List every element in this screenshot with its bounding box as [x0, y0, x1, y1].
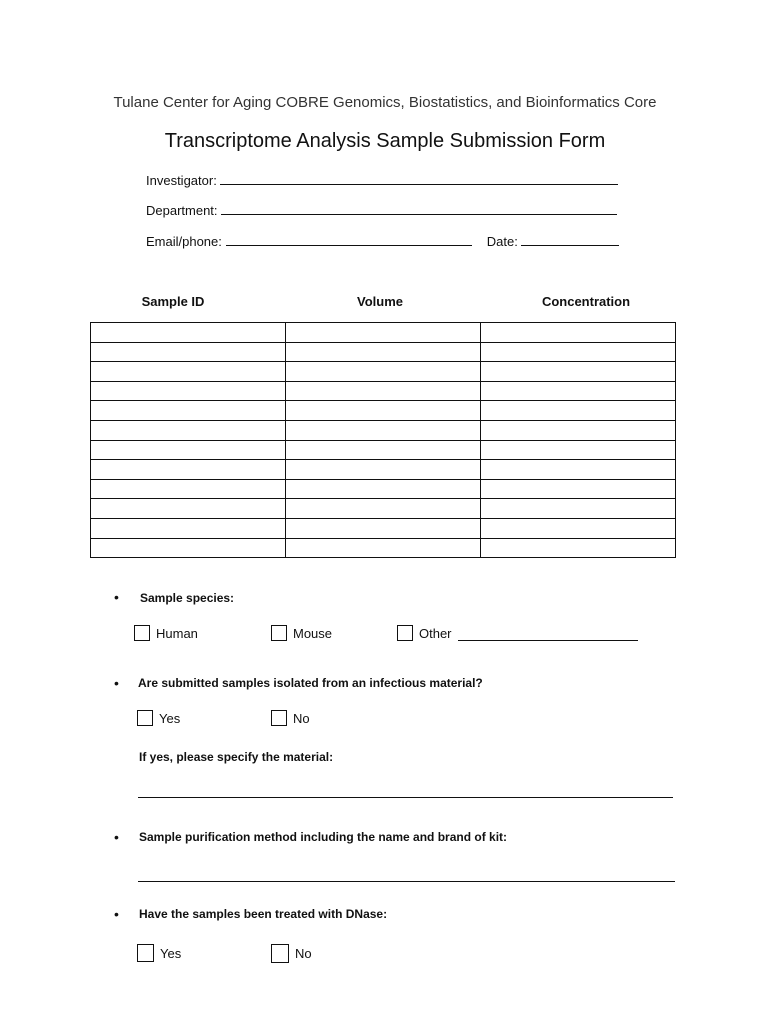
date-label: Date: [486, 234, 518, 249]
concentration-cell[interactable] [481, 440, 676, 460]
volume-cell[interactable] [286, 381, 481, 401]
bullet: • [114, 589, 119, 605]
sample-id-cell[interactable] [91, 460, 286, 480]
table-row [91, 323, 676, 343]
volume-cell[interactable] [286, 479, 481, 499]
concentration-cell[interactable] [481, 460, 676, 480]
concentration-cell[interactable] [481, 479, 676, 499]
volume-cell[interactable] [286, 323, 481, 343]
dnase-yes-checkbox[interactable] [137, 944, 154, 962]
infectious-no-checkbox[interactable] [271, 710, 287, 726]
concentration-cell[interactable] [481, 323, 676, 343]
human-checkbox[interactable] [134, 625, 150, 641]
sample-table [90, 322, 676, 558]
mouse-checkbox[interactable] [271, 625, 287, 641]
volume-cell[interactable] [286, 420, 481, 440]
bullet: • [114, 675, 119, 691]
other-checkbox[interactable] [397, 625, 413, 641]
sample-id-cell[interactable] [91, 401, 286, 421]
table-row [91, 518, 676, 538]
mouse-label: Mouse [293, 625, 333, 641]
infectious-material-field[interactable] [138, 797, 673, 798]
table-row [91, 460, 676, 480]
volume-cell[interactable] [286, 499, 481, 519]
infectious-question: Are submitted samples isolated from an infectious material? [138, 676, 483, 690]
volume-cell[interactable] [286, 440, 481, 460]
table-row [91, 420, 676, 440]
species-question: Sample species: [140, 591, 235, 605]
email-phone-label: Email/phone: [146, 234, 222, 249]
dnase-no-label: No [295, 946, 312, 961]
department-field[interactable] [221, 201, 617, 215]
sample-id-cell[interactable] [91, 479, 286, 499]
concentration-cell[interactable] [481, 362, 676, 382]
form-title: Transcriptome Analysis Sample Submission Form [164, 130, 606, 152]
table-row [91, 440, 676, 460]
concentration-cell[interactable] [481, 538, 676, 558]
investigator-row [146, 171, 618, 188]
concentration-cell[interactable] [481, 420, 676, 440]
institution-subtitle: Tulane Center for Aging COBRE Genomics, Biostatistics, and Bioinformatics Core [113, 94, 657, 111]
dnase-option-no[interactable] [271, 944, 312, 963]
volume-cell[interactable] [286, 342, 481, 362]
email-phone-field[interactable] [226, 232, 472, 246]
human-label: Human [156, 625, 198, 641]
infectious-option-no[interactable] [271, 710, 310, 726]
dnase-option-yes[interactable] [137, 944, 181, 962]
column-header-volume: Volume [357, 294, 403, 309]
sample-id-cell[interactable] [91, 342, 286, 362]
table-row [91, 401, 676, 421]
column-header-sample-id: Sample ID [141, 294, 205, 309]
department-row [146, 201, 617, 218]
table-row [91, 342, 676, 362]
infectious-no-label: No [293, 710, 310, 726]
purification-method-field[interactable] [138, 881, 675, 882]
other-label: Other [419, 625, 452, 641]
column-header-concentration: Concentration [541, 294, 631, 309]
sample-id-cell[interactable] [91, 538, 286, 558]
purification-question: Sample purification method including the name and brand of kit: [139, 830, 508, 844]
species-option-mouse[interactable] [271, 625, 332, 641]
dnase-question: Have the samples been treated with DNase: [139, 907, 388, 921]
sample-id-cell[interactable] [91, 323, 286, 343]
infectious-yes-checkbox[interactable] [137, 710, 153, 726]
dnase-no-checkbox[interactable] [271, 944, 289, 963]
bullet: • [114, 829, 119, 845]
table-row [91, 381, 676, 401]
concentration-cell[interactable] [481, 518, 676, 538]
email-phone-row [146, 232, 619, 249]
other-species-field[interactable] [458, 626, 638, 641]
sample-id-cell[interactable] [91, 440, 286, 460]
volume-cell[interactable] [286, 538, 481, 558]
concentration-cell[interactable] [481, 499, 676, 519]
table-row [91, 479, 676, 499]
infectious-yes-label: Yes [159, 710, 181, 726]
department-label: Department: [146, 203, 218, 218]
concentration-cell[interactable] [481, 401, 676, 421]
volume-cell[interactable] [286, 401, 481, 421]
table-row [91, 538, 676, 558]
infectious-option-yes[interactable] [137, 710, 180, 726]
infectious-followup-label: If yes, please specify the material: [139, 750, 334, 764]
concentration-cell[interactable] [481, 342, 676, 362]
sample-id-cell[interactable] [91, 362, 286, 382]
concentration-cell[interactable] [481, 381, 676, 401]
dnase-yes-label: Yes [160, 945, 182, 961]
investigator-field[interactable] [220, 171, 618, 185]
sample-id-cell[interactable] [91, 518, 286, 538]
table-row [91, 362, 676, 382]
species-option-human[interactable] [134, 625, 198, 641]
table-row [91, 499, 676, 519]
species-option-other[interactable] [397, 625, 638, 641]
date-field[interactable] [521, 232, 619, 246]
volume-cell[interactable] [286, 362, 481, 382]
sample-id-cell[interactable] [91, 499, 286, 519]
bullet: • [114, 906, 119, 922]
sample-id-cell[interactable] [91, 381, 286, 401]
sample-id-cell[interactable] [91, 420, 286, 440]
investigator-label: Investigator: [146, 173, 217, 188]
volume-cell[interactable] [286, 460, 481, 480]
volume-cell[interactable] [286, 518, 481, 538]
